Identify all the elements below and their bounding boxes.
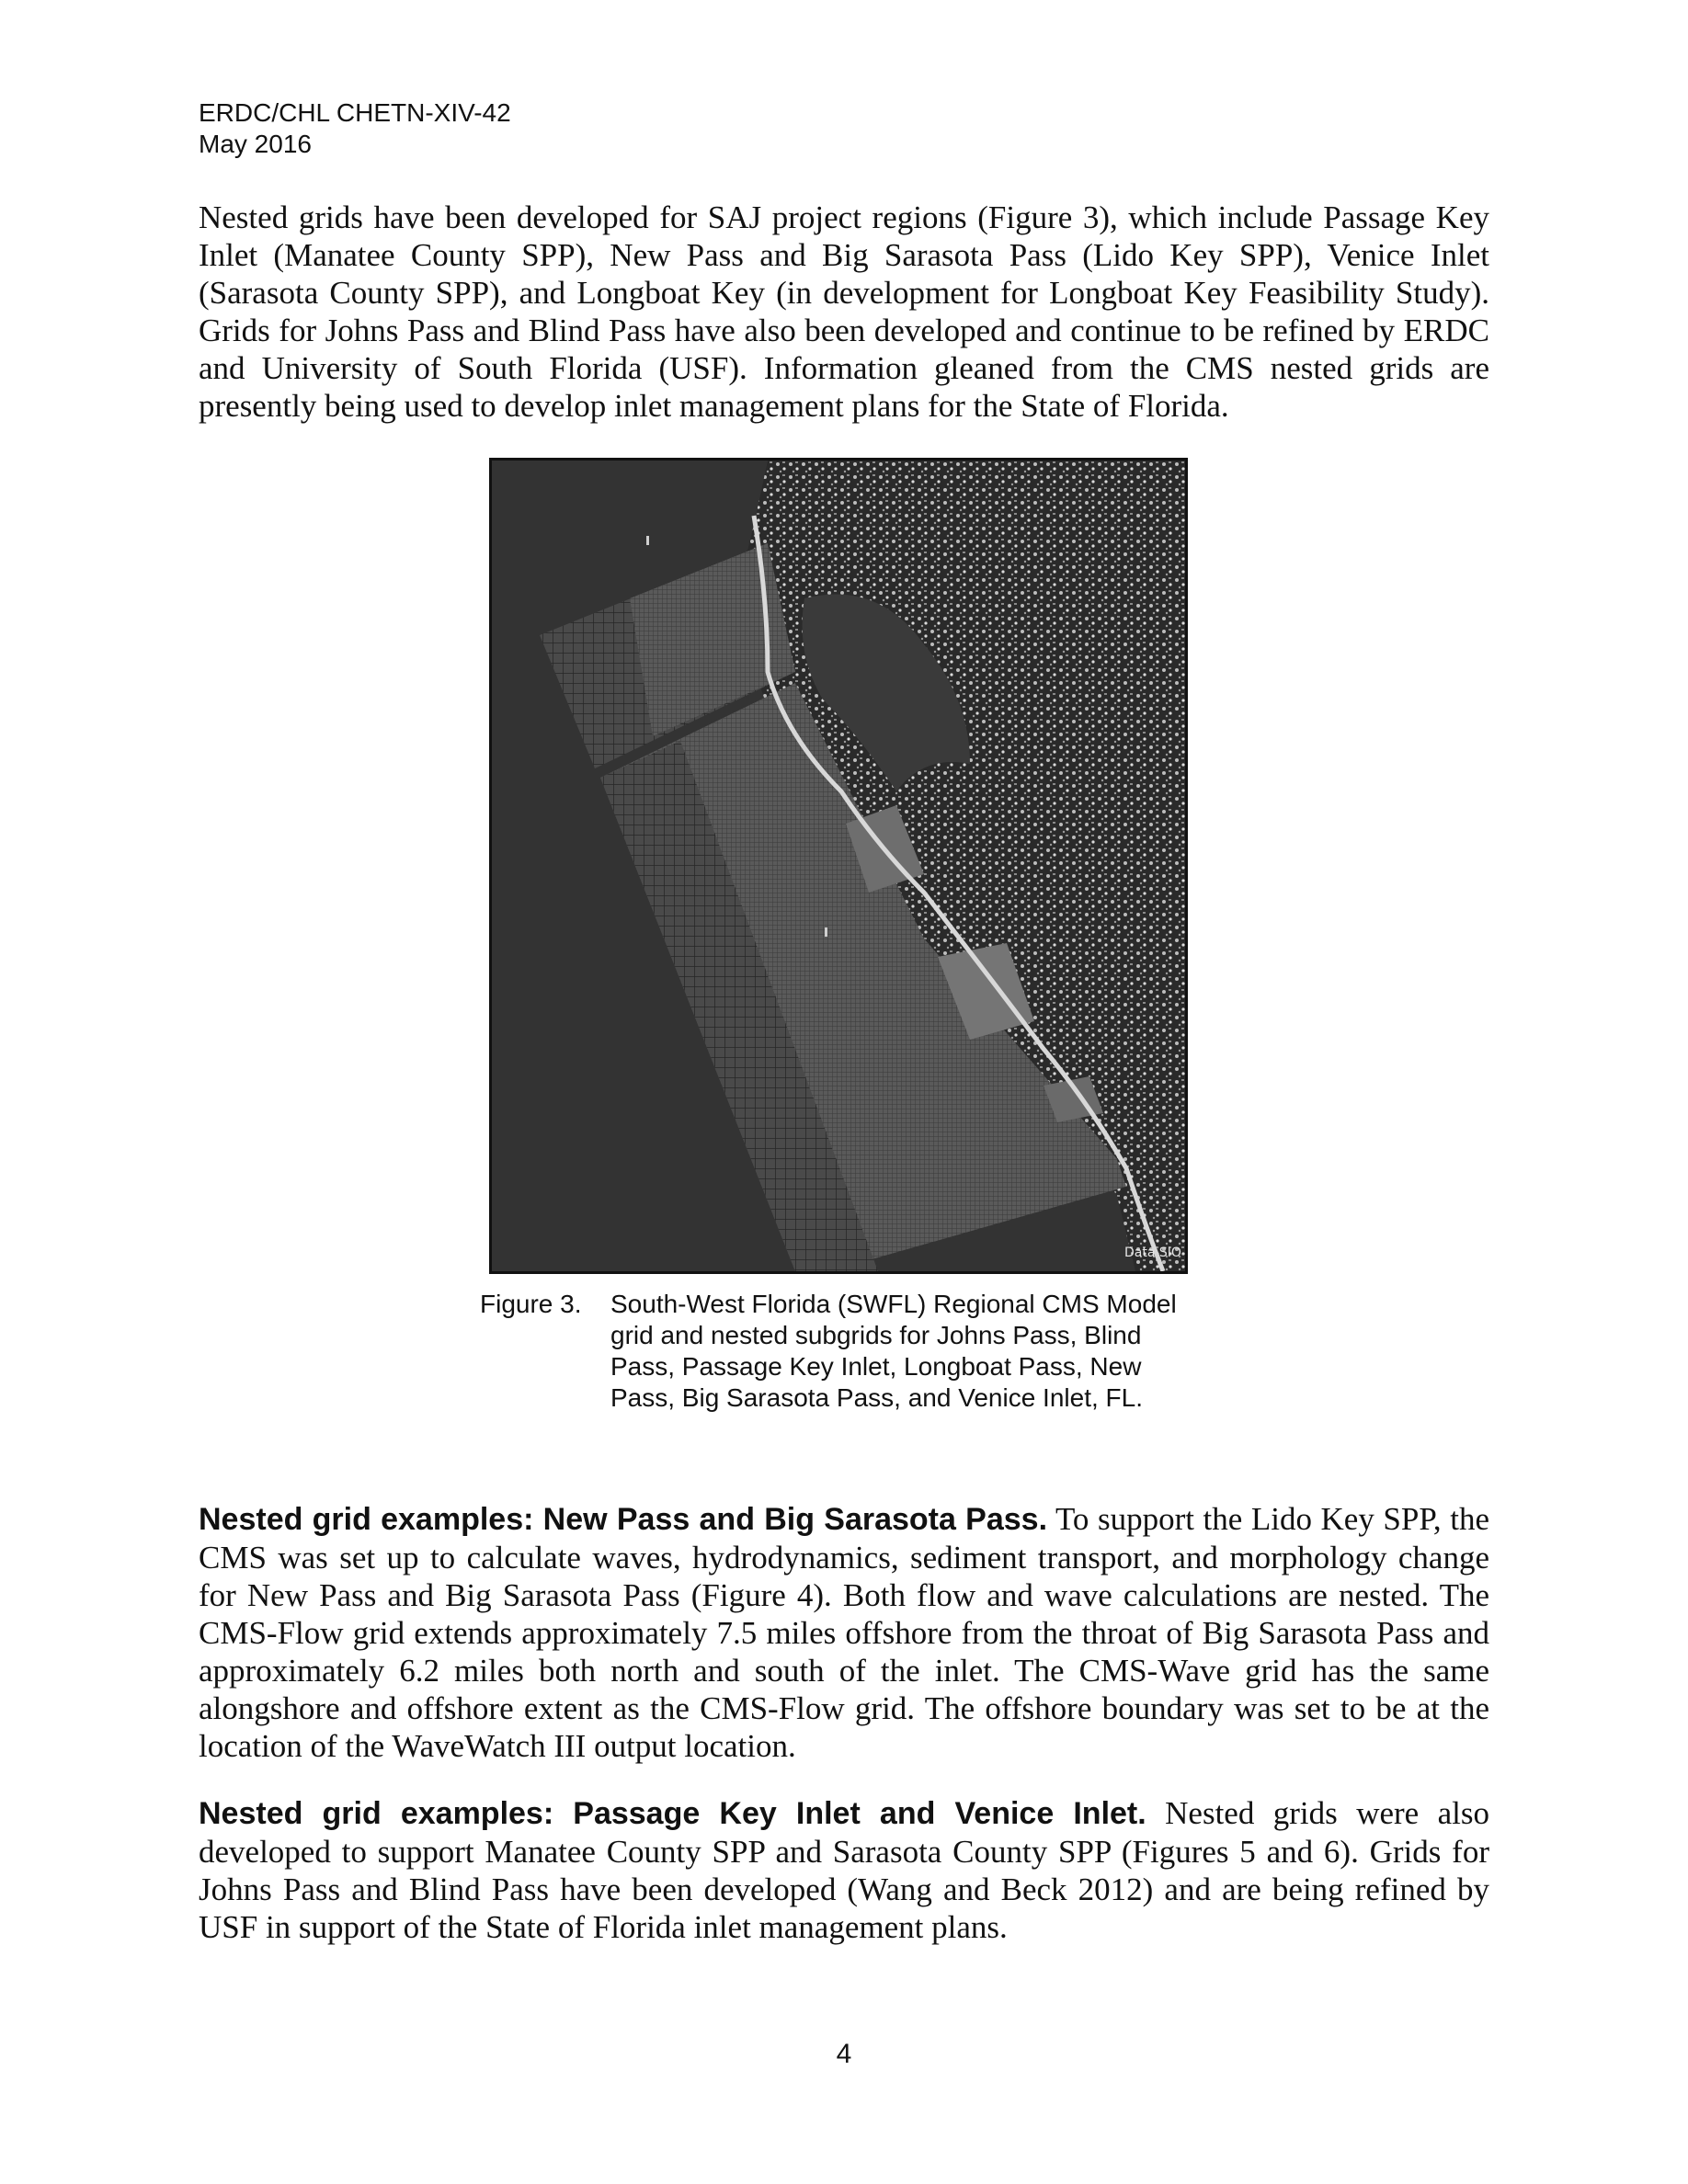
- section-passage-key-body: Nested grids were also developed to support Manatee County SPP and Sarasota County SPP (Figures 5 and 6). Grids for Johns Pass and Blind Pass have been developed (Wang and Beck 2012) and are being refined by USF in support of the State of Florida inlet management plans.: [199, 1795, 1489, 1945]
- section-passage-key-paragraph: [199, 1794, 1489, 1946]
- image-watermark: Data SIO: [1124, 1246, 1181, 1260]
- page-number: 4: [836, 2039, 852, 2069]
- section-new-pass-paragraph: [199, 1500, 1489, 1765]
- intro-paragraph: Nested grids have been developed for SAJ project regions (Figure 3), which include Passage Key Inlet (Manatee County SPP), New Pass and Big Sarasota Pass (Lido Key SPP), Venice Inlet (Sarasota County SPP), and Longboat Key (in development for Longboat Key Feasibility Study). Grids for Johns Pass and Blind Pass have also been developed and continue to be refined by ERDC and University of South Florida (USF). Information gleaned from the CMS nested grids are presently being used to develop inlet management plans for the State of Florida.: [199, 199, 1489, 424]
- figure-3-satellite-image: [489, 458, 1188, 1274]
- report-date: May 2016: [199, 130, 312, 158]
- figure-caption-text: South-West Florida (SWFL) Regional CMS Model grid and nested subgrids for Johns Pass, Blind Pass, Passage Key Inlet, Longboat Pass, New Pass, Big Sarasota Pass, and Venice Inlet, FL.: [610, 1290, 1177, 1412]
- section-new-pass-body: To support the Lido Key SPP, the CMS was set up to calculate waves, hydrodynamics, sediment transport, and morphology change for New Pass and Big Sarasota Pass (Figure 4). Both flow and wave calculations are nested. The CMS-Flow grid extends approximately 7.5 miles offshore from the throat of Big Sarasota Pass and approximately 6.2 miles both north and south of the inlet. The CMS-Wave grid has the same alongshore and offshore extent as the CMS-Flow grid. The offshore boundary was set to be at the location of the WaveWatch III output location.: [199, 1501, 1489, 1764]
- satellite-grid-graphic: [492, 461, 1185, 1271]
- report-id: ERDC/CHL CHETN-XIV-42: [199, 98, 511, 127]
- section-passage-key-heading: Nested grid examples: Passage Key Inlet and Venice Inlet.: [199, 1796, 1146, 1831]
- figure-caption-label: Figure 3.: [480, 1290, 582, 1318]
- section-new-pass-heading: Nested grid examples: New Pass and Big Sarasota Pass.: [199, 1502, 1048, 1537]
